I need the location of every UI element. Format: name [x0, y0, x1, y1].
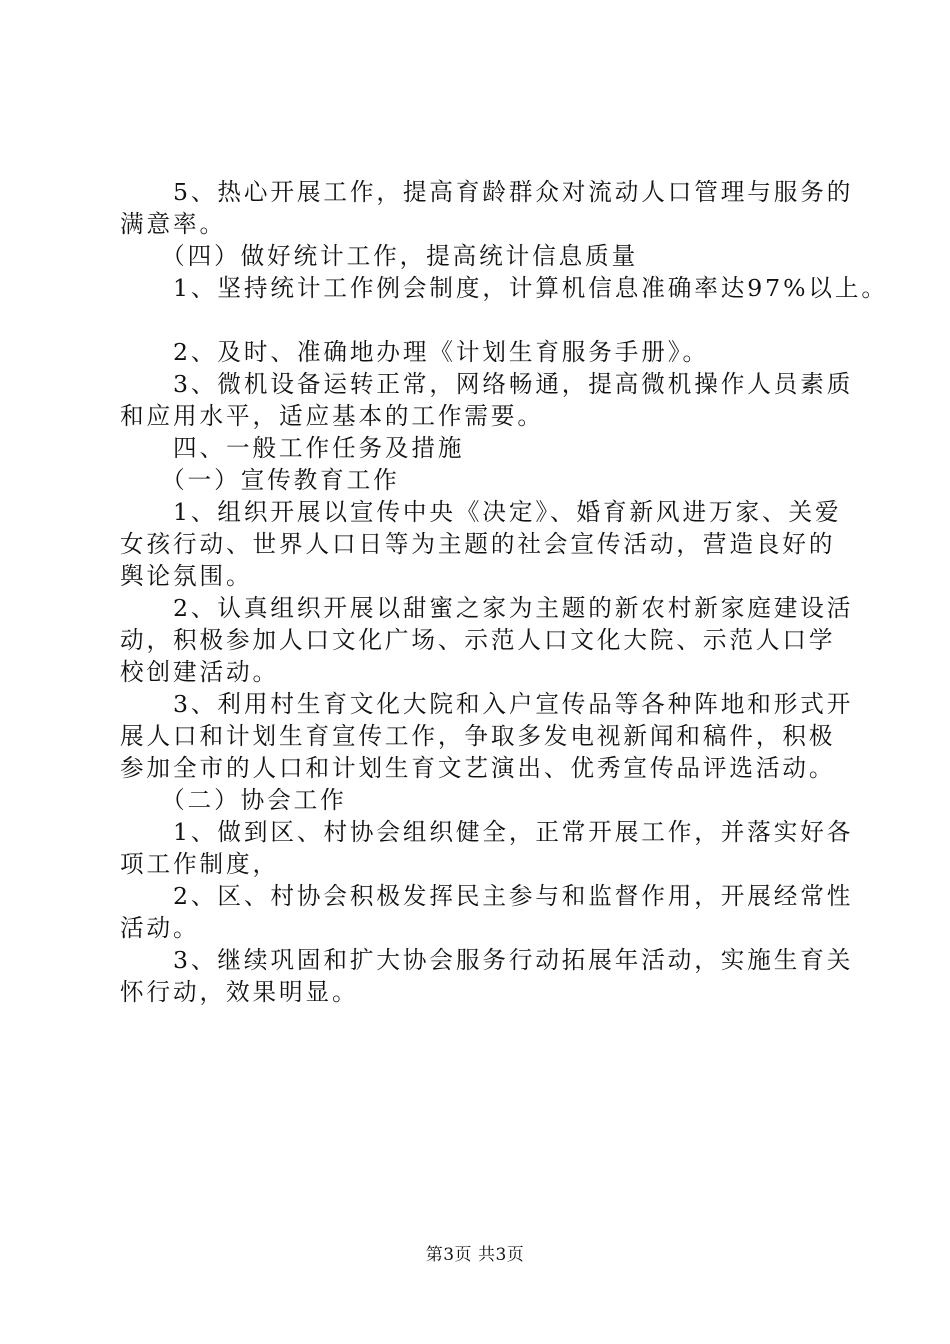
body-line: 1、做到区、村协会组织健全，正常开展工作，并落实好各 — [120, 818, 854, 846]
body-line: 1、坚持统计工作例会制度，计算机信息准确率达97%以上。 — [120, 274, 888, 302]
body-line: 展人口和计划生育宣传工作，争取多发电视新闻和稿件，积极 — [120, 722, 836, 750]
section-heading: （二）协会工作 — [120, 786, 347, 814]
section-heading: （四）做好统计工作，提高统计信息质量 — [120, 242, 639, 270]
body-line: 2、及时、准确地办理《计划生育服务手册》。 — [120, 338, 709, 366]
body-line: 活动。 — [120, 914, 200, 942]
body-line: 项工作制度， — [120, 850, 279, 878]
body-line: 1、组织开展以宣传中央《决定》、婚育新风进万家、关爱 — [120, 498, 842, 526]
body-line: 2、认真组织开展以甜蜜之家为主题的新农村新家庭建设活 — [120, 594, 854, 622]
body-line: 3、继续巩固和扩大协会服务行动拓展年活动，实施生育关 — [120, 946, 854, 974]
body-line: 怀行动，效果明显。 — [120, 978, 359, 1006]
document-body — [120, 176, 888, 1008]
body-line: 2、区、村协会积极发挥民主参与和监督作用，开展经常性 — [120, 882, 854, 910]
section-heading: 四、一般工作任务及措施 — [120, 434, 465, 462]
body-line: 参加全市的人口和计划生育文艺演出、优秀宣传品评选活动。 — [120, 754, 836, 782]
section-heading: （一）宣传教育工作 — [120, 466, 400, 494]
page-number-footer: 第3页 共3页 — [425, 1245, 525, 1265]
body-line: 和应用水平，适应基本的工作需要。 — [120, 402, 544, 430]
body-line: 3、利用村生育文化大院和入户宣传品等各种阵地和形式开 — [120, 690, 854, 718]
body-line: 舆论氛围。 — [120, 562, 253, 590]
body-line: 动，积极参加人口文化广场、示范人口文化大院、示范人口学 — [120, 626, 836, 654]
body-line: 满意率。 — [120, 210, 226, 238]
body-line: 5、热心开展工作，提高育龄群众对流动人口管理与服务的 — [120, 178, 854, 206]
body-line: 女孩行动、世界人口日等为主题的社会宣传活动，营造良好的 — [120, 530, 836, 558]
body-line: 3、微机设备运转正常，网络畅通，提高微机操作人员素质 — [120, 370, 854, 398]
blank-line — [120, 304, 834, 336]
body-line: 校创建活动。 — [120, 658, 279, 686]
